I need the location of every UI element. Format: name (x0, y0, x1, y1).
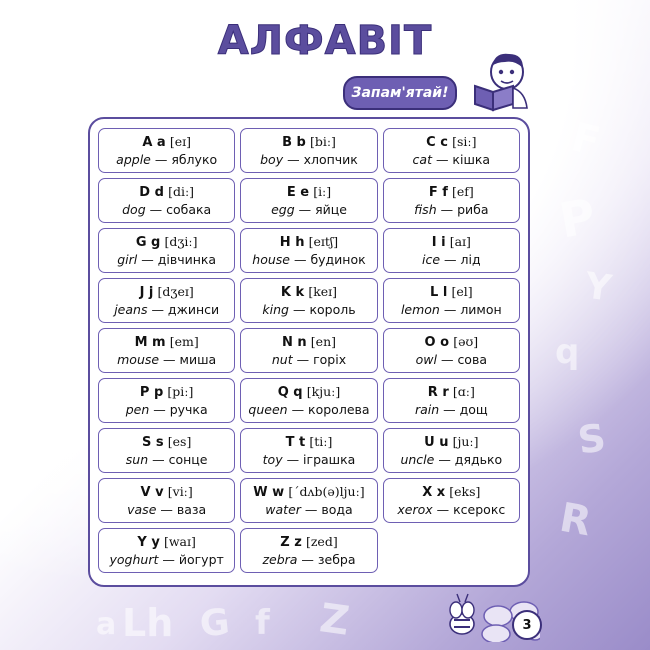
ukrainian-word: дощ (459, 402, 488, 417)
alphabet-cell (240, 428, 377, 473)
ukrainian-word: хлопчик (303, 152, 358, 167)
word-line (126, 401, 208, 418)
ukrainian-word: яблуко (171, 152, 218, 167)
bee-icon (450, 594, 474, 634)
alphabet-cell (383, 328, 520, 373)
transcription: [aɪ] (449, 234, 471, 249)
letter-line (281, 283, 337, 301)
word-line (110, 551, 224, 568)
english-word: lemon (400, 302, 440, 317)
word-line (127, 501, 206, 518)
alphabet-cell (98, 528, 235, 573)
letter-line (280, 233, 338, 251)
letter-line (139, 183, 194, 201)
word-line (122, 201, 211, 218)
letter-line (422, 483, 480, 501)
word-line (265, 501, 352, 518)
dash-separator: — (439, 402, 460, 417)
letter-line (280, 533, 337, 551)
alphabet-cell (383, 128, 520, 173)
alphabet-cell (98, 378, 235, 423)
letter-pair: E e (286, 185, 310, 200)
ukrainian-word: собака (166, 202, 212, 217)
transcription: [viː] (167, 484, 193, 499)
ukrainian-word: ручка (169, 402, 208, 417)
doodle-letter: A (544, 54, 579, 100)
doodle-letter: S (575, 415, 609, 463)
transcription: [em] (169, 334, 199, 349)
letter-line (142, 433, 191, 451)
transcription: [eks] (449, 484, 481, 499)
letter-line (287, 183, 331, 201)
letter-pair: T t (285, 435, 306, 450)
english-word: owl (415, 352, 437, 367)
transcription: [iː] (313, 184, 332, 199)
doodle-letter: Z (316, 595, 353, 645)
letter-pair: K k (280, 285, 305, 300)
english-word: mouse (117, 352, 160, 367)
ukrainian-word: королева (308, 402, 370, 417)
transcription: [siː] (452, 134, 477, 149)
english-word: house (252, 252, 290, 267)
transcription: [ef] (452, 184, 474, 199)
letter-line (432, 233, 471, 251)
ukrainian-word: миша (179, 352, 217, 367)
english-word: nut (271, 352, 293, 367)
english-word: king (262, 302, 289, 317)
doodle-letter: q (555, 332, 580, 372)
letter-line (424, 433, 478, 451)
word-line (117, 251, 216, 268)
english-word: zebra (262, 552, 298, 567)
dash-separator: — (439, 302, 461, 317)
remember-banner (343, 76, 457, 110)
alphabet-cell (240, 328, 377, 373)
dash-separator: — (282, 452, 304, 467)
word-line (401, 301, 502, 318)
alphabet-cell (98, 428, 235, 473)
letter-pair: W w (253, 485, 285, 500)
english-word: uncle (400, 452, 435, 467)
ukrainian-word: іграшка (303, 452, 356, 467)
alphabet-cell (383, 478, 520, 523)
alphabet-cell (240, 228, 377, 273)
ukrainian-word: дядько (454, 452, 503, 467)
alphabet-cell (240, 478, 377, 523)
dash-separator: — (434, 452, 455, 467)
ukrainian-word: йогурт (178, 552, 224, 567)
dash-separator: — (149, 402, 170, 417)
word-line (416, 351, 487, 368)
letter-line (136, 233, 198, 251)
alphabet-cell (240, 378, 377, 423)
page-number: 3 (512, 610, 542, 640)
ukrainian-word: ксерокс (453, 502, 506, 517)
alphabet-cell (383, 378, 520, 423)
dash-separator: — (287, 402, 309, 417)
transcription: [keɪ] (308, 284, 338, 299)
transcription: [əʊ] (453, 334, 479, 349)
word-line (116, 151, 217, 168)
letter-line (140, 283, 194, 301)
letter-line (141, 483, 193, 501)
ukrainian-word: зебра (317, 552, 356, 567)
word-line (114, 301, 219, 318)
english-word: apple (116, 152, 151, 167)
english-word: toy (262, 452, 283, 467)
word-line (252, 251, 365, 268)
letter-line (426, 133, 476, 151)
dash-separator: — (300, 502, 322, 517)
letter-line (429, 183, 474, 201)
alphabet-cell (98, 278, 235, 323)
english-word: sun (125, 452, 149, 467)
letter-pair: J j (139, 285, 154, 300)
ukrainian-word: лід (460, 252, 481, 267)
word-line (272, 351, 346, 368)
doodle-letter: Y (582, 265, 614, 310)
ukrainian-word: горіх (313, 352, 347, 367)
ukrainian-word: король (309, 302, 356, 317)
letter-pair: X x (422, 485, 446, 500)
dash-separator: — (147, 302, 168, 317)
transcription: [eɪ] (169, 134, 191, 149)
letter-pair: R r (427, 385, 449, 400)
letter-pair: V v (140, 485, 164, 500)
transcription: [eɪtʃ] (308, 234, 339, 249)
letter-line (278, 383, 341, 401)
doodle-letter: G (197, 601, 232, 646)
word-line (262, 301, 355, 318)
ukrainian-word: лимон (460, 302, 502, 317)
dash-separator: — (283, 152, 304, 167)
transcription: [el] (451, 284, 473, 299)
english-word: xerox (397, 502, 433, 517)
letter-line (140, 383, 193, 401)
english-word: rain (414, 402, 440, 417)
letter-pair: A a (142, 135, 166, 150)
letter-line (286, 433, 333, 451)
transcription: [zed] (305, 534, 338, 549)
ukrainian-word: дівчинка (157, 252, 217, 267)
doodle-letter: R (556, 494, 595, 546)
ukrainian-word: риба (457, 202, 489, 217)
word-line (117, 351, 216, 368)
page-title: АЛФАВІТ (217, 18, 433, 64)
boy-reading-book-icon (465, 50, 537, 112)
letter-line (137, 533, 195, 551)
doodle-letter: Lh (122, 601, 174, 645)
alphabet-cell (240, 528, 377, 573)
alphabet-cell (98, 478, 235, 523)
english-word: dog (122, 202, 146, 217)
word-line (413, 151, 491, 168)
dash-separator: — (156, 502, 177, 517)
dash-separator: — (158, 552, 179, 567)
doodle-letter: P (555, 188, 600, 250)
transcription: [piː] (167, 384, 194, 399)
letter-pair: Y y (137, 535, 160, 550)
alphabet-cell (383, 278, 520, 323)
transcription: [en] (310, 334, 336, 349)
english-word: yoghurt (109, 552, 159, 567)
english-word: fish (414, 202, 437, 217)
alphabet-cell (98, 228, 235, 273)
letter-pair: O o (424, 335, 450, 350)
letter-line (142, 133, 191, 151)
doodle-letter: a (96, 607, 117, 642)
ukrainian-word: сова (457, 352, 487, 367)
doodle-letter: F (566, 114, 605, 166)
transcription: [ɑː] (452, 384, 475, 399)
letter-pair: C c (426, 135, 448, 150)
dash-separator: — (159, 352, 180, 367)
letter-line (430, 283, 473, 301)
letter-line (253, 483, 364, 501)
word-line (397, 501, 505, 518)
ukrainian-word: кішка (452, 152, 491, 167)
letter-pair: Z z (280, 535, 302, 550)
alphabet-cell (240, 128, 377, 173)
ukrainian-word: будинок (310, 252, 366, 267)
english-word: vase (127, 502, 157, 517)
english-word: ice (422, 252, 441, 267)
alphabet-cell (240, 278, 377, 323)
dash-separator: — (145, 202, 167, 217)
letter-line (282, 333, 336, 351)
english-word: boy (260, 152, 284, 167)
alphabet-cell (98, 328, 235, 373)
word-line (414, 201, 488, 218)
dash-separator: — (431, 152, 453, 167)
letter-line (135, 333, 199, 351)
word-line (422, 251, 481, 268)
dash-separator: — (137, 252, 158, 267)
transcription: [waɪ] (163, 534, 196, 549)
dash-separator: — (289, 252, 311, 267)
alphabet-cell (98, 128, 235, 173)
letter-pair: G g (135, 235, 161, 250)
word-line (248, 401, 369, 418)
word-line (400, 451, 502, 468)
alphabet-cell (383, 428, 520, 473)
word-line (415, 401, 488, 418)
english-word: water (265, 502, 301, 517)
english-word: pen (125, 402, 150, 417)
transcription: [diː] (168, 184, 195, 199)
dash-separator: — (436, 202, 458, 217)
letter-pair: L l (430, 285, 448, 300)
word-line (262, 551, 355, 568)
transcription: [es] (167, 434, 192, 449)
alphabet-cell (240, 178, 377, 223)
letter-pair: D d (139, 185, 164, 200)
transcription: [dʒeɪ] (157, 284, 194, 299)
doodle-letter: f (255, 603, 270, 643)
word-line (260, 151, 358, 168)
alphabet-cell (383, 178, 520, 223)
letter-pair: H h (279, 235, 305, 250)
english-word: cat (412, 152, 432, 167)
transcription: [biː] (309, 134, 336, 149)
english-word: jeans (114, 302, 148, 317)
dash-separator: — (150, 152, 172, 167)
dash-separator: — (436, 352, 458, 367)
transcription: [juː] (452, 434, 479, 449)
letter-line (282, 133, 336, 151)
dash-separator: — (148, 452, 169, 467)
letter-pair: M m (134, 335, 166, 350)
banner-label: Запам'ятай! (351, 85, 449, 101)
letter-pair: I i (431, 235, 446, 250)
letter-pair: N n (281, 335, 307, 350)
transcription: [tiː] (309, 434, 333, 449)
transcription: [ˊdʌb(ə)ljuː] (288, 484, 365, 499)
transcription: [dʒiː] (164, 234, 198, 249)
ukrainian-word: джинси (167, 302, 220, 317)
ukrainian-word: ваза (176, 502, 207, 517)
english-word: girl (117, 252, 138, 267)
letter-pair: F f (428, 185, 448, 200)
dash-separator: — (432, 502, 454, 517)
alphabet-cell (98, 178, 235, 223)
letter-line (428, 383, 475, 401)
ukrainian-word: вода (321, 502, 353, 517)
letter-pair: U u (424, 435, 449, 450)
alphabet-table (88, 117, 530, 587)
english-word: queen (248, 402, 288, 417)
letter-pair: S s (141, 435, 164, 450)
word-line (271, 201, 347, 218)
alphabet-cell (383, 228, 520, 273)
dash-separator: — (297, 552, 318, 567)
dash-separator: — (288, 302, 310, 317)
dash-separator: — (292, 352, 314, 367)
word-line (263, 451, 356, 468)
ukrainian-word: сонце (168, 452, 208, 467)
dash-separator: — (440, 252, 461, 267)
ukrainian-word: яйце (315, 202, 347, 217)
english-word: egg (271, 202, 295, 217)
word-line (126, 451, 208, 468)
letter-pair: Q q (277, 385, 303, 400)
letter-pair: P p (139, 385, 164, 400)
transcription: [kjuː] (306, 384, 341, 399)
dash-separator: — (294, 202, 316, 217)
letter-pair: B b (282, 135, 306, 150)
letter-line (425, 333, 479, 351)
